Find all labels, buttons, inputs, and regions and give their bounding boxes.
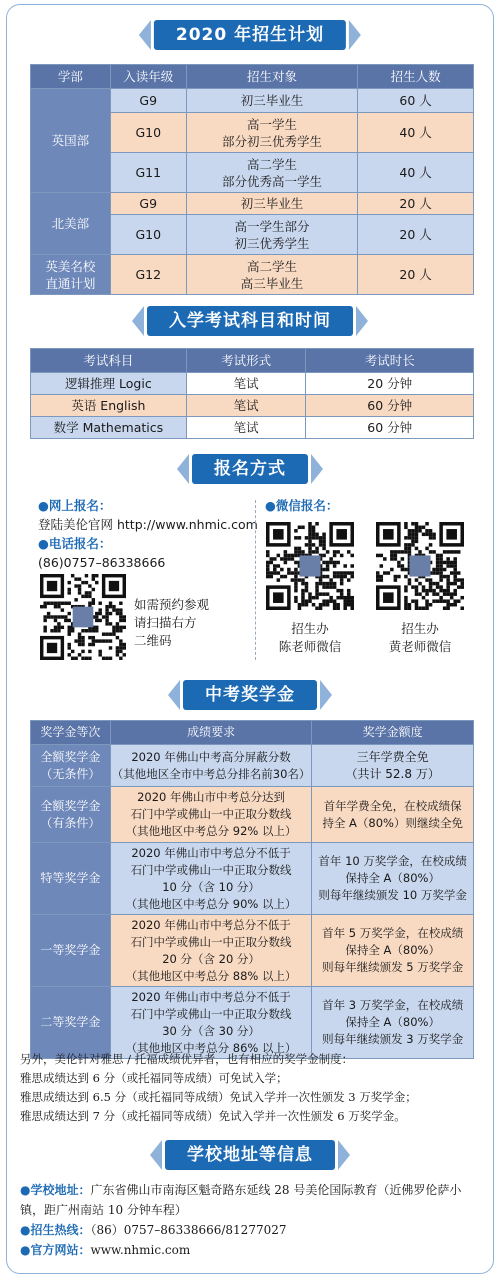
grade-cell: G9 bbox=[110, 193, 186, 215]
scholarship-table bbox=[30, 720, 474, 1059]
school-info bbox=[20, 1180, 485, 1260]
scholarship-requirement: 2020 年佛山市中考总分不低于 石门中学或佛山一中正取分数线 30 分（含 30 分） （其他地区中考总分 86% 以上） bbox=[110, 987, 311, 1059]
table-header: 考试时长 bbox=[306, 349, 474, 373]
count-cell: 20 人 bbox=[358, 255, 474, 295]
section-banner-enrollment bbox=[139, 20, 361, 50]
note-line: 雅思成绩达到 6.5 分（或托福同等成绩）免试入学并一次性颁发 3 万奖学金； bbox=[20, 1090, 417, 1104]
department-cell: 英美名校 直通计划 bbox=[31, 255, 111, 295]
table-header: 招生对象 bbox=[186, 65, 358, 89]
target-cell: 高二学生 部分优秀高一学生 bbox=[186, 153, 358, 193]
divider bbox=[255, 500, 256, 660]
department-cell: 英国部 bbox=[31, 89, 111, 193]
scholarship-note bbox=[20, 1050, 485, 1126]
note-line: 雅思成绩达到 6 分（或托福同等成绩）可免试入学； bbox=[20, 1071, 288, 1085]
scholarship-level: 全额奖学金 （无条件） bbox=[31, 745, 111, 787]
target-cell: 高一学生 部分初三优秀学生 bbox=[186, 113, 358, 153]
exam-subject: 逻辑推理 Logic bbox=[31, 373, 187, 395]
section-banner-exam bbox=[132, 306, 368, 336]
scholarship-requirement: 2020 年佛山市中考总分达到 石门中学或佛山一中正取分数线 （其他地区中考总分 92% 以上） bbox=[110, 787, 311, 843]
note-line: 雅思成绩达到 7 分（或托福同等成绩）免试入学并一次性颁发 6 万奖学金。 bbox=[20, 1109, 406, 1123]
qr-code-icon[interactable] bbox=[376, 522, 464, 610]
exam-time: 20 分钟 bbox=[306, 373, 474, 395]
scholarship-amount: 首年 5 万奖学金，在校成绩 保持全 A（80%） 则每年继续颁发 5 万奖学金 bbox=[312, 915, 474, 987]
qr-caption: 招生办 陈老师微信 bbox=[278, 621, 342, 654]
online-registration bbox=[38, 496, 258, 572]
target-cell: 初三毕业生 bbox=[186, 89, 358, 113]
website-text[interactable]: www.nhmic.com bbox=[90, 1243, 191, 1257]
phone-label: ●电话报名： bbox=[38, 536, 112, 551]
exam-form: 笔试 bbox=[186, 395, 306, 417]
table-header: 招生人数 bbox=[358, 65, 474, 89]
count-cell: 20 人 bbox=[358, 193, 474, 215]
table-header: 奖学金等次 bbox=[31, 721, 111, 745]
exam-time: 60 分钟 bbox=[306, 417, 474, 439]
section-banner-registration bbox=[177, 454, 323, 484]
scholarship-requirement: 2020 年佛山中考高分屏蔽分数 （其他地区全市中考总分排名前30名） bbox=[110, 745, 311, 787]
qr-code-icon[interactable] bbox=[266, 522, 354, 610]
section-title: 入学考试科目和时间 bbox=[147, 306, 353, 336]
hotline-label: ●招生热线： bbox=[20, 1223, 91, 1237]
website-label: ●官方网站： bbox=[20, 1243, 91, 1257]
exam-subject: 数学 Mathematics bbox=[31, 417, 187, 439]
section-banner-address bbox=[150, 1140, 350, 1170]
scholarship-requirement: 2020 年佛山市中考总分不低于 石门中学或佛山一中正取分数线 20 分（含 20 分） （其他地区中考总分 88% 以上） bbox=[110, 915, 311, 987]
grade-cell: G10 bbox=[110, 215, 186, 255]
scholarship-amount: 首年 10 万奖学金，在校成绩 保持全 A（80%） 则每年继续颁发 10 万奖学金 bbox=[312, 843, 474, 915]
target-cell: 初三毕业生 bbox=[186, 193, 358, 215]
exam-table bbox=[30, 348, 474, 439]
enrollment-table bbox=[30, 64, 474, 295]
exam-form: 笔试 bbox=[186, 373, 306, 395]
section-title: 中考奖学金 bbox=[183, 680, 317, 710]
count-cell: 20 人 bbox=[358, 215, 474, 255]
qr-code-icon[interactable] bbox=[40, 574, 126, 660]
table-header: 考试科目 bbox=[31, 349, 187, 373]
exam-subject: 英语 English bbox=[31, 395, 187, 417]
website-line bbox=[20, 1240, 485, 1260]
scholarship-level: 全额奖学金 （有条件） bbox=[31, 787, 111, 843]
exam-time: 60 分钟 bbox=[306, 395, 474, 417]
scholarship-amount: 首年 3 万奖学金，在校成绩 保持全 A（80%） 则每年继续颁发 3 万奖学金 bbox=[312, 987, 474, 1059]
section-title: 报名方式 bbox=[192, 454, 308, 484]
table-header: 成绩要求 bbox=[110, 721, 311, 745]
address-line bbox=[20, 1180, 485, 1220]
scholarship-level: 特等奖学金 bbox=[31, 843, 111, 915]
address-text: 广东省佛山市南海区魁奇路东延线 28 号美伦国际教育（近佛罗伦萨小镇，距广州南站 10 分钟车程） bbox=[20, 1183, 462, 1217]
phone-text[interactable]: (86)0757–86338666 bbox=[38, 555, 166, 570]
target-cell: 高一学生部分 初三优秀学生 bbox=[186, 215, 358, 255]
grade-cell: G9 bbox=[110, 89, 186, 113]
table-header: 奖学金额度 bbox=[312, 721, 474, 745]
grade-cell: G10 bbox=[110, 113, 186, 153]
online-text[interactable]: 登陆美伦官网 http://www.nhmic.com bbox=[38, 517, 258, 532]
count-cell: 40 人 bbox=[358, 153, 474, 193]
qr-caption: 招生办 黄老师微信 bbox=[388, 621, 452, 654]
scholarship-level: 一等奖学金 bbox=[31, 915, 111, 987]
wechat-label: ●微信报名： bbox=[265, 498, 339, 513]
table-header: 学部 bbox=[31, 65, 111, 89]
count-cell: 40 人 bbox=[358, 113, 474, 153]
hotline-text[interactable]: （86）0757–86338666/81277027 bbox=[90, 1223, 287, 1237]
qr-visit-note: 如需预约参观 请扫描右方 二维码 bbox=[134, 597, 210, 648]
wechat-registration bbox=[265, 496, 338, 515]
section-title: 2020 年招生计划 bbox=[154, 20, 346, 50]
address-label: ●学校地址： bbox=[20, 1183, 91, 1197]
grade-cell: G12 bbox=[110, 255, 186, 295]
hotline-line bbox=[20, 1220, 485, 1240]
scholarship-level: 二等奖学金 bbox=[31, 987, 111, 1059]
scholarship-amount: 三年学费全免 （共计 52.8 万） bbox=[312, 745, 474, 787]
scholarship-amount: 首年学费全免，在校成绩保 持全 A（80%）则继续全免 bbox=[312, 787, 474, 843]
table-header: 考试形式 bbox=[186, 349, 306, 373]
note-line: 另外，美伦针对雅思 / 托福成绩优异者，也有相应的奖学金制度： bbox=[20, 1052, 354, 1066]
table-header: 入读年级 bbox=[110, 65, 186, 89]
grade-cell: G11 bbox=[110, 153, 186, 193]
count-cell: 60 人 bbox=[358, 89, 474, 113]
target-cell: 高二学生 高三毕业生 bbox=[186, 255, 358, 295]
section-banner-scholarship bbox=[168, 680, 332, 710]
online-label: ●网上报名： bbox=[38, 498, 112, 513]
department-cell: 北美部 bbox=[31, 193, 111, 255]
scholarship-requirement: 2020 年佛山市中考总分不低于 石门中学或佛山一中正取分数线 10 分（含 10 分） （其他地区中考总分 90% 以上） bbox=[110, 843, 311, 915]
section-title: 学校地址等信息 bbox=[165, 1140, 335, 1170]
exam-form: 笔试 bbox=[186, 417, 306, 439]
